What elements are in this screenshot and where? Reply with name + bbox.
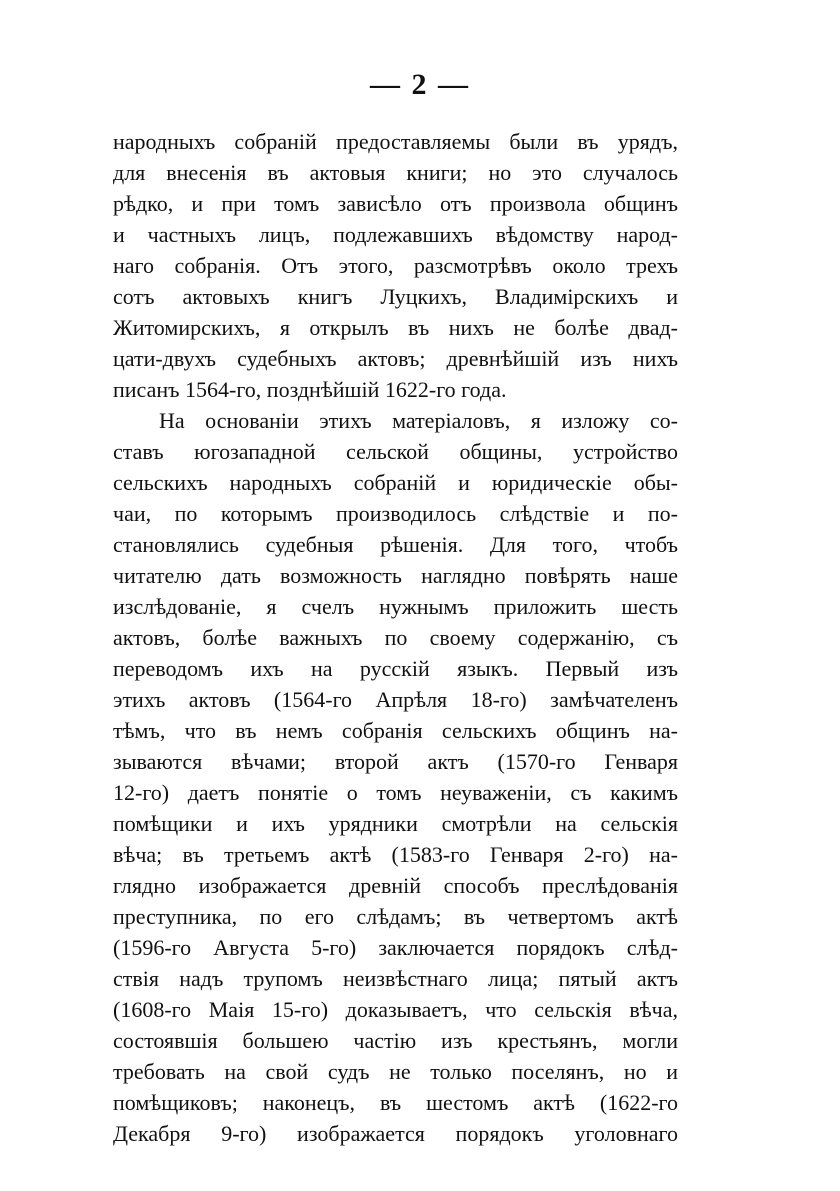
text-line: цати-двухъ судебныхъ актовъ; древнѣйшій изъ нихъ bbox=[113, 346, 678, 371]
text-line: ставъ югозападной сельской общины, устройство bbox=[113, 439, 678, 464]
text-line: и частныхъ лицъ, подлежавшихъ вѣдомству народ- bbox=[113, 222, 678, 247]
text-line: ствія надъ трупомъ неизвѣстнаго лица; пятый актъ bbox=[113, 966, 678, 991]
text-line: переводомъ ихъ на русскій языкъ. Первый изъ bbox=[113, 656, 678, 681]
body-text bbox=[113, 126, 678, 1149]
text-line: наго собранія. Отъ этого, разсмотрѣвъ около трехъ bbox=[113, 253, 678, 278]
text-line: зываются вѣчами; второй актъ (1570-го Генваря bbox=[113, 749, 678, 774]
text-line: 12-го) даетъ понятіе о томъ неуваженіи, съ какимъ bbox=[113, 780, 678, 805]
text-line: глядно изображается древній способъ преслѣдованія bbox=[113, 873, 678, 898]
page-number: — 2 — bbox=[370, 68, 470, 101]
text-line: писанъ 1564-го, позднѣйшій 1622-го года. bbox=[113, 377, 507, 402]
text-line: тѣмъ, что въ немъ собранія сельскихъ общинъ на- bbox=[113, 718, 678, 743]
text-line: чаи, по которымъ производилось слѣдствіе и по- bbox=[113, 501, 678, 526]
text-line: На основаніи этихъ матеріаловъ, я изложу со- bbox=[159, 408, 678, 433]
text-line: становлялись судебныя рѣшенія. Для того, чтобъ bbox=[113, 532, 678, 557]
text-line: помѣщики и ихъ урядники смотрѣли на сельскія bbox=[113, 811, 678, 836]
text-line: преступника, по его слѣдамъ; въ четвертомъ актѣ bbox=[113, 904, 678, 929]
text-line: для внесенія въ актовыя книги; но это случалось bbox=[113, 160, 678, 185]
text-line: этихъ актовъ (1564-го Апрѣля 18-го) замѣчателенъ bbox=[113, 687, 678, 712]
text-line: народныхъ собраній предоставляемы были въ урядъ, bbox=[113, 129, 678, 154]
text-line: сотъ актовыхъ книгъ Луцкихъ, Владимірскихъ и bbox=[113, 284, 678, 309]
text-line: (1608-го Маія 15-го) доказываетъ, что сельскія вѣча, bbox=[113, 997, 678, 1022]
text-line: рѣдко, и при томъ зависѣло отъ произвола общинъ bbox=[113, 191, 678, 216]
text-line: Декабря 9-го) изображается порядокъ уголовнаго bbox=[113, 1121, 678, 1146]
text-line: вѣча; въ третьемъ актѣ (1583-го Генваря 2-го) на- bbox=[113, 842, 678, 867]
text-line: помѣщиковъ; наконецъ, въ шестомъ актѣ (1622-го bbox=[113, 1090, 678, 1115]
text-line: Житомирскихъ, я открылъ въ нихъ не болѣе двад- bbox=[113, 315, 678, 340]
text-line: (1596-го Августа 5-го) заключается порядокъ слѣд- bbox=[113, 935, 678, 960]
text-line: состоявшія большею частію изъ крестьянъ, могли bbox=[113, 1028, 678, 1053]
text-line: изслѣдованіе, я счелъ нужнымъ приложить шесть bbox=[113, 594, 678, 619]
paragraph-1 bbox=[113, 126, 678, 405]
text-line: читателю дать возможность наглядно повѣрять наше bbox=[113, 563, 678, 588]
text-line: требовать на свой судъ не только поселянъ, но и bbox=[113, 1059, 678, 1084]
paragraph-2 bbox=[113, 405, 678, 1149]
text-line: актовъ, болѣе важныхъ по своему содержанію, съ bbox=[113, 625, 678, 650]
text-line: сельскихъ народныхъ собраній и юридическіе обы- bbox=[113, 470, 678, 495]
